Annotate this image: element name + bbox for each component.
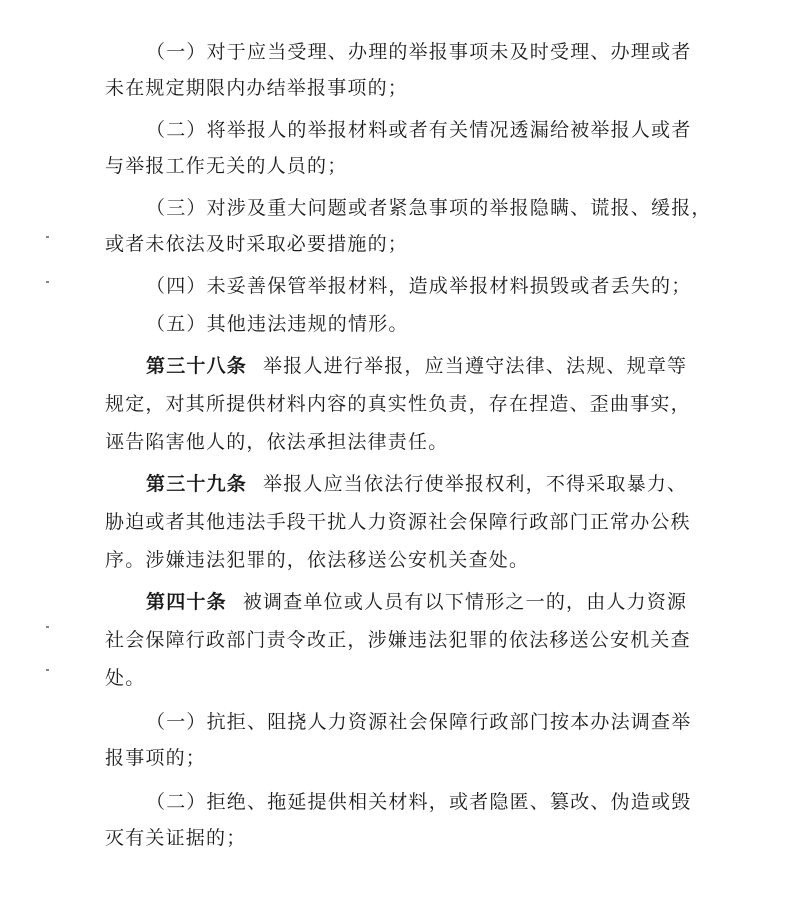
scan-mark bbox=[46, 236, 49, 238]
text-line: 处。 bbox=[105, 667, 146, 689]
text-line: 未在规定期限内办结举报事项的； bbox=[105, 77, 409, 99]
text-line: （五）其他违法违规的情形。 bbox=[146, 313, 409, 335]
text-line: 与举报工作无关的人员的； bbox=[105, 155, 348, 177]
article-text: 举报人应当依法行使举报权利，不得采取暴力、 bbox=[263, 473, 688, 495]
text-line: 胁迫或者其他违法手段干扰人力资源社会保障行政部门正常办公秩 bbox=[105, 511, 691, 533]
article-39 bbox=[105, 466, 695, 502]
text-line: 社会保障行政部门责令改正，涉嫌违法犯罪的依法移送公安机关查 bbox=[105, 629, 691, 651]
article-title: 第三十九条 bbox=[146, 473, 248, 495]
article-40 bbox=[105, 584, 695, 620]
text-line: （四）未妥善保管举报材料，造成举报材料损毁或者丢失的； bbox=[146, 275, 692, 297]
article-text: 举报人进行举报，应当遵守法律、法规、规章等 bbox=[263, 355, 688, 377]
document-body bbox=[105, 34, 712, 856]
scan-mark bbox=[46, 669, 49, 671]
text-line: （二）拒绝、拖延提供相关材料，或者隐匿、篡改、伪造或毁 bbox=[146, 791, 692, 813]
text-line: （三）对涉及重大问题或者紧急事项的举报隐瞒、谎报、缓报， bbox=[146, 197, 712, 219]
text-line: 灭有关证据的； bbox=[105, 827, 247, 849]
scan-mark bbox=[46, 281, 49, 283]
article-text: 被调查单位或人员有以下情形之一的，由人力资源 bbox=[242, 591, 688, 613]
text-line: （一）对于应当受理、办理的举报事项未及时受理、办理或者 bbox=[146, 41, 692, 63]
text-line: （二）将举报人的举报材料或者有关情况透漏给被举报人或者 bbox=[146, 119, 692, 141]
article-38 bbox=[105, 348, 695, 384]
text-line: 规定，对其所提供材料内容的真实性负责，存在捏造、歪曲事实， bbox=[105, 393, 691, 415]
text-line: 或者未依法及时采取必要措施的； bbox=[105, 233, 409, 255]
text-line: 序。涉嫌违法犯罪的，依法移送公安机关查处。 bbox=[105, 549, 530, 571]
scan-mark bbox=[46, 626, 49, 628]
article-title: 第三十八条 bbox=[146, 355, 248, 377]
text-line: （一）抗拒、阻挠人力资源社会保障行政部门按本办法调查举 bbox=[146, 711, 692, 733]
article-title: 第四十条 bbox=[146, 591, 227, 613]
text-line: 诬告陷害他人的，依法承担法律责任。 bbox=[105, 431, 449, 453]
text-line: 报事项的； bbox=[105, 747, 207, 769]
